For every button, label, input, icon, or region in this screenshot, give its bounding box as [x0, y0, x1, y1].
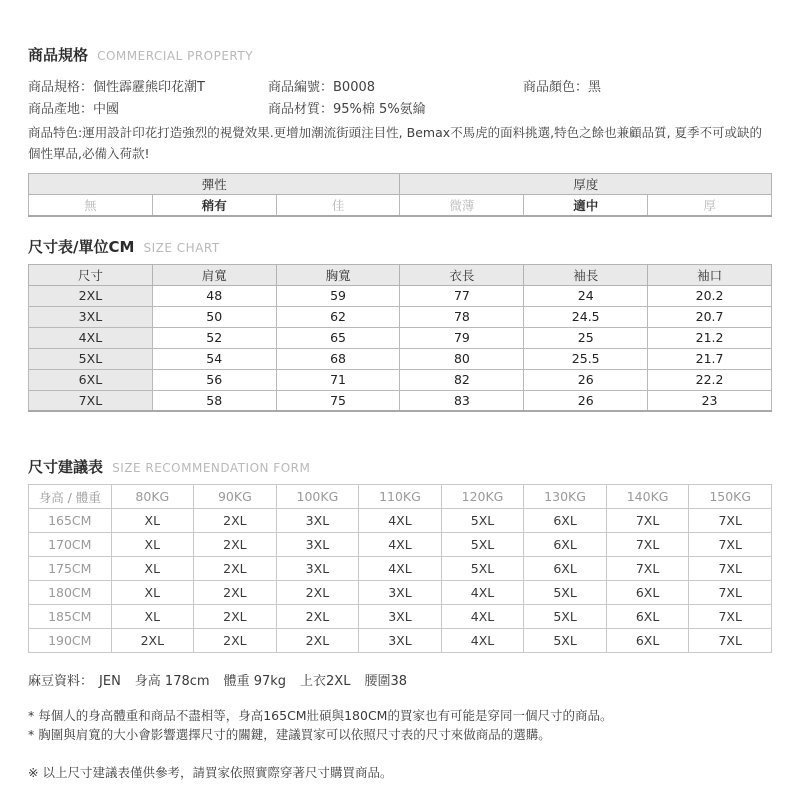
table-cell: 26 — [524, 369, 648, 390]
table-cell: 82 — [400, 369, 524, 390]
info-row-1 — [28, 74, 772, 96]
table-cell: 7XL — [689, 605, 772, 629]
table-cell: 3XL — [276, 557, 359, 581]
table-cell: 7XL — [689, 581, 772, 605]
elasticity-option-slight: 稍有 — [152, 195, 276, 216]
table-cell: 7XL — [689, 533, 772, 557]
footnotes — [28, 706, 772, 782]
table-cell: 68 — [276, 348, 400, 369]
table-cell: 5XL — [441, 557, 524, 581]
table-cell: 50 — [152, 306, 276, 327]
column-header: 胸寬 — [276, 264, 400, 285]
table-cell: 54 — [152, 348, 276, 369]
table-cell: XL — [111, 557, 194, 581]
table-row — [29, 369, 772, 390]
table-cell: 4XL — [441, 629, 524, 653]
section-title-size-chart — [28, 236, 772, 257]
column-header: 120KG — [441, 485, 524, 509]
table-row — [29, 285, 772, 306]
model-stat-top-size: 上衣2XL — [300, 674, 351, 689]
feature-text: 商品特色:運用設計印花打造強烈的視覺效果.更增加潮流街頭注目性, Bemax不馬虎的面料挑選,特色之餘也兼顧品質, 夏季不可或缺的個性單品,必備入荷款! — [28, 125, 763, 161]
table-cell: 6XL — [524, 509, 607, 533]
table-cell: 58 — [152, 390, 276, 411]
table-cell: 78 — [400, 306, 524, 327]
table-cell: 3XL — [359, 629, 442, 653]
table-cell: 20.2 — [648, 285, 772, 306]
table-cell: 75 — [276, 390, 400, 411]
model-info-line — [28, 670, 772, 689]
table-cell: 6XL — [606, 605, 689, 629]
size-chart-table — [28, 264, 772, 413]
table-cell: 3XL — [359, 605, 442, 629]
table-cell: 3XL — [276, 533, 359, 557]
thickness-option-thick: 厚 — [648, 195, 772, 216]
table-cell: 6XL — [29, 369, 153, 390]
model-info-label: 麻豆資料： — [28, 674, 94, 689]
table-cell: 83 — [400, 390, 524, 411]
section-title-product-spec — [28, 44, 772, 65]
table-cell: 2XL — [111, 629, 194, 653]
table-cell: 24.5 — [524, 306, 648, 327]
table-cell: 56 — [152, 369, 276, 390]
table-cell: 65 — [276, 327, 400, 348]
table-cell: 2XL — [29, 285, 153, 306]
field-spec — [28, 76, 268, 95]
column-header: 140KG — [606, 485, 689, 509]
table-cell: 4XL — [359, 557, 442, 581]
table-cell: 3XL — [276, 509, 359, 533]
table-cell: 71 — [276, 369, 400, 390]
table-row — [29, 629, 772, 653]
table-cell: 7XL — [689, 557, 772, 581]
column-header: 100KG — [276, 485, 359, 509]
column-header: 150KG — [689, 485, 772, 509]
table-cell: 5XL — [524, 581, 607, 605]
footnote-2: * 胸圍與肩寬的大小會影響選擇尺寸的關鍵，建議買家可以依照尺寸表的尺寸來做商品的選購。 — [28, 727, 551, 742]
table-cell: 170CM — [29, 533, 112, 557]
thickness-option-medium: 適中 — [524, 195, 648, 216]
table-cell: 20.7 — [648, 306, 772, 327]
model-stat-height: 身高 178cm — [134, 674, 210, 689]
table-cell: 165CM — [29, 509, 112, 533]
table-cell: 6XL — [524, 557, 607, 581]
table-row — [29, 306, 772, 327]
table-cell: 2XL — [194, 605, 277, 629]
thickness-option-thin: 微薄 — [400, 195, 524, 216]
table-cell: 21.2 — [648, 327, 772, 348]
size-rec-header-row — [29, 485, 772, 509]
table-cell: 2XL — [194, 629, 277, 653]
table-cell: 59 — [276, 285, 400, 306]
table-cell: 5XL — [441, 533, 524, 557]
size-rec-body — [29, 509, 772, 653]
field-material-label: 商品材質： — [268, 101, 334, 117]
field-material-value: 95%棉 5%氨綸 — [333, 101, 426, 117]
table-row — [29, 327, 772, 348]
table-cell: 7XL — [606, 533, 689, 557]
table-cell: 2XL — [194, 557, 277, 581]
model-stat-weight: 體重 97kg — [223, 674, 287, 689]
field-code — [268, 76, 523, 95]
table-cell: 6XL — [524, 533, 607, 557]
field-color — [523, 76, 601, 95]
table-cell: XL — [111, 533, 194, 557]
model-stat-waist: 腰圍38 — [364, 674, 407, 689]
column-header: 尺寸 — [29, 264, 153, 285]
table-cell: 7XL — [29, 390, 153, 411]
info-row-2 — [28, 96, 772, 118]
size-chart-header-row — [29, 264, 772, 285]
elasticity-option-good: 佳 — [276, 195, 400, 216]
column-header: 130KG — [524, 485, 607, 509]
table-cell: 25 — [524, 327, 648, 348]
size-recommendation-table — [28, 484, 772, 653]
column-header: 110KG — [359, 485, 442, 509]
column-header: 90KG — [194, 485, 277, 509]
table-cell: 6XL — [606, 581, 689, 605]
table-cell: 25.5 — [524, 348, 648, 369]
table-row — [29, 605, 772, 629]
table-cell: 3XL — [29, 306, 153, 327]
column-header: 袖長 — [524, 264, 648, 285]
table-cell: XL — [111, 605, 194, 629]
table-row — [29, 348, 772, 369]
table-cell: 5XL — [441, 509, 524, 533]
field-color-label: 商品顏色： — [523, 79, 589, 95]
table-cell: 2XL — [276, 629, 359, 653]
attributes-header-row — [29, 174, 772, 195]
size-rec-title-en: SIZE RECOMMENDATION FORM — [112, 461, 311, 475]
field-origin — [28, 98, 268, 117]
table-cell: 2XL — [276, 581, 359, 605]
size-chart-title-zh: 尺寸表/單位CM — [28, 237, 135, 256]
table-cell: 7XL — [689, 509, 772, 533]
table-cell: 185CM — [29, 605, 112, 629]
attributes-table — [28, 173, 772, 217]
table-row — [29, 509, 772, 533]
field-material — [268, 98, 426, 117]
table-cell: 3XL — [359, 581, 442, 605]
thickness-group-header: 厚度 — [400, 174, 772, 195]
table-cell: 80 — [400, 348, 524, 369]
field-origin-label: 商品產地： — [28, 101, 94, 117]
column-header: 80KG — [111, 485, 194, 509]
table-row — [29, 581, 772, 605]
section-title-size-recommendation — [28, 456, 772, 477]
table-cell: 175CM — [29, 557, 112, 581]
table-cell: 52 — [152, 327, 276, 348]
table-cell: 2XL — [276, 605, 359, 629]
model-name: JEN — [99, 674, 121, 689]
table-cell: 7XL — [689, 629, 772, 653]
table-cell: 79 — [400, 327, 524, 348]
table-cell: 2XL — [194, 533, 277, 557]
table-cell: 62 — [276, 306, 400, 327]
size-chart-title-en: SIZE CHART — [143, 240, 220, 255]
table-cell: 4XL — [441, 605, 524, 629]
table-cell: 26 — [524, 390, 648, 411]
elasticity-group-header: 彈性 — [29, 174, 400, 195]
field-code-value: B0008 — [333, 79, 376, 95]
section-title-zh: 商品規格 — [28, 46, 89, 64]
table-cell: 7XL — [606, 557, 689, 581]
table-cell: 2XL — [194, 581, 277, 605]
table-cell: 180CM — [29, 581, 112, 605]
column-header: 衣長 — [400, 264, 524, 285]
field-origin-value: 中國 — [93, 101, 120, 117]
table-cell: 5XL — [524, 605, 607, 629]
attributes-options-row — [29, 195, 772, 216]
table-cell: 23 — [648, 390, 772, 411]
table-cell: 4XL — [441, 581, 524, 605]
table-cell: 190CM — [29, 629, 112, 653]
table-cell: 77 — [400, 285, 524, 306]
size-chart-body — [29, 285, 772, 411]
field-spec-label: 商品規格： — [28, 79, 94, 95]
table-row — [29, 533, 772, 557]
field-spec-value: 個性霹靂熊印花潮T — [93, 79, 205, 95]
section-title-en: COMMERCIAL PROPERTY — [97, 49, 254, 63]
table-cell: 4XL — [359, 509, 442, 533]
table-cell: 21.7 — [648, 348, 772, 369]
table-row — [29, 390, 772, 411]
table-cell: 2XL — [194, 509, 277, 533]
table-cell: 7XL — [606, 509, 689, 533]
table-cell: 5XL — [524, 629, 607, 653]
table-cell: XL — [111, 581, 194, 605]
table-cell: 6XL — [606, 629, 689, 653]
column-header: 袖口 — [648, 264, 772, 285]
elasticity-option-none: 無 — [29, 195, 153, 216]
table-cell: 4XL — [359, 533, 442, 557]
field-code-label: 商品編號： — [268, 79, 334, 95]
table-cell: 5XL — [29, 348, 153, 369]
footnote-3: ※ 以上尺寸建議表僅供參考，請買家依照實際穿著尺寸購買商品。 — [28, 765, 393, 780]
field-color-value: 黑 — [588, 79, 602, 95]
table-cell: 48 — [152, 285, 276, 306]
column-header: 肩寬 — [152, 264, 276, 285]
table-cell: 4XL — [29, 327, 153, 348]
column-header: 身高 / 體重 — [29, 485, 112, 509]
table-cell: XL — [111, 509, 194, 533]
table-row — [29, 557, 772, 581]
footnote-1: * 每個人的身高體重和商品不盡相等，身高165CM壯碩與180CM的買家也有可能是穿同一個尺寸的商品。 — [28, 708, 613, 723]
table-cell: 22.2 — [648, 369, 772, 390]
table-cell: 24 — [524, 285, 648, 306]
size-rec-title-zh: 尺寸建議表 — [28, 458, 104, 476]
